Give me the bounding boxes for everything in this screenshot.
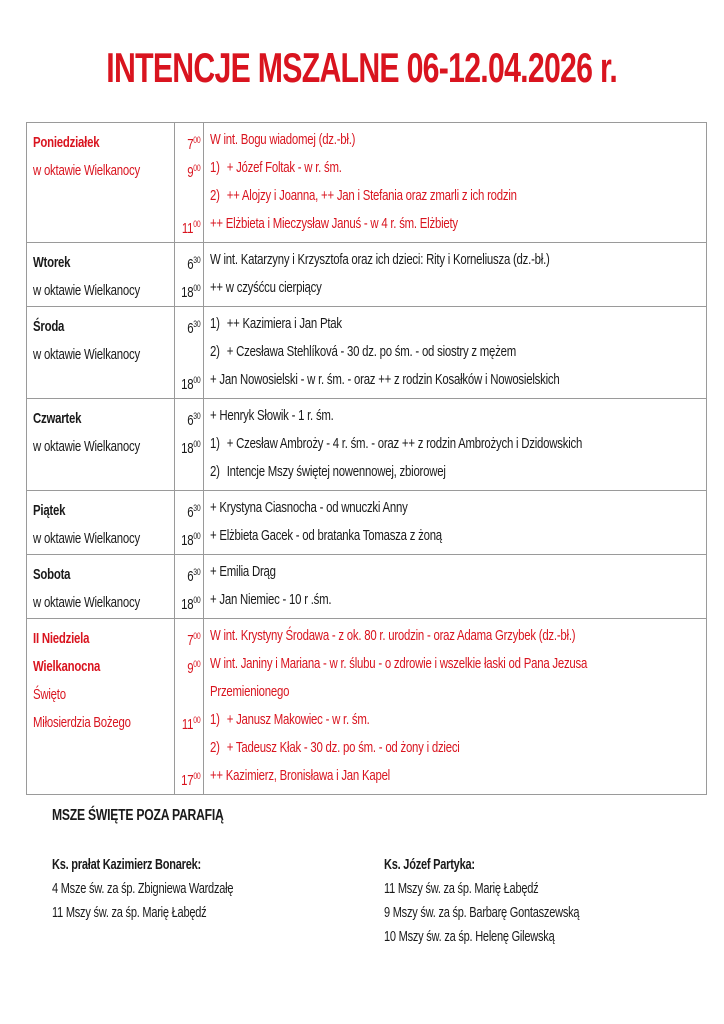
intention-line — [210, 126, 706, 154]
minutes: 30 — [193, 567, 201, 577]
intention-line — [210, 706, 706, 734]
intention-line — [210, 494, 706, 522]
hour: 18 — [180, 532, 194, 549]
intention-text — [210, 154, 342, 182]
intention-line — [210, 622, 706, 650]
intention-number: 2) — [210, 739, 220, 756]
intention: ++ Kazimierz, Bronisława i Jan Kapel — [210, 767, 391, 784]
day-row — [27, 619, 707, 795]
intention-text — [210, 558, 276, 586]
day-subtitle — [33, 589, 174, 617]
hour: 6 — [186, 256, 194, 273]
intention-number: 2) — [210, 463, 220, 480]
day-name — [33, 625, 174, 653]
intention: W int. Krystyny Środawa - z ok. 80 r. urodzin - oraz Adama Grzybek (dz.-bł.) — [210, 627, 576, 644]
intention-text — [210, 734, 460, 762]
minutes: 00 — [193, 715, 201, 725]
intention: + Krystyna Ciasnocha - od wnuczki Anny — [210, 499, 408, 516]
mass-time-text — [181, 366, 200, 399]
day-name — [33, 497, 174, 525]
hour: 18 — [180, 440, 194, 457]
intentions-cell — [204, 243, 707, 307]
mass-time — [175, 274, 204, 302]
day-row — [27, 307, 707, 399]
day-cell — [27, 307, 175, 399]
intention-text — [210, 678, 289, 706]
mass-time-text — [181, 430, 200, 463]
intention-line — [210, 402, 706, 430]
intention: W int. Katarzyny i Krzysztofa oraz ich dzieci: Rity i Korneliusza (dz.-bł.) — [210, 251, 550, 268]
day-name-text: II Niedziela — [33, 630, 90, 647]
mass-time-text — [187, 154, 200, 187]
day-subtitle-text: Święto — [33, 686, 66, 703]
intention-line — [210, 182, 706, 210]
intention-text — [210, 366, 559, 394]
mass-time-text — [181, 522, 200, 555]
intention-text — [210, 706, 370, 734]
intention-text — [210, 310, 342, 338]
mass-time — [175, 706, 204, 734]
day-name — [33, 405, 174, 433]
intention: + Emilia Drąg — [210, 563, 277, 580]
intentions-cell — [204, 399, 707, 491]
mass-time — [175, 366, 204, 394]
intention-text — [210, 126, 355, 154]
day-name — [33, 561, 174, 589]
day-name — [33, 129, 174, 157]
day-subtitle — [33, 157, 174, 185]
day-subtitle — [33, 341, 174, 369]
intentions-cell — [204, 555, 707, 619]
day-subtitle-text: w oktawie Wielkanocy — [33, 162, 140, 179]
minutes: 30 — [193, 503, 201, 513]
hour: 6 — [186, 568, 194, 585]
intention: ++ Kazimiera i Jan Ptak — [226, 315, 343, 332]
priest-item: 11 Mszy św. za śp. Marię Łabędź — [52, 905, 207, 921]
intention: + Tadeusz Kłak - 30 dz. po śm. - od żony i dzieci — [226, 739, 460, 756]
minutes: 00 — [193, 771, 201, 781]
intentions-cell — [204, 123, 707, 243]
intention: + Janusz Makowiec - w r. śm. — [226, 711, 370, 728]
day-row — [27, 491, 707, 555]
intention-text — [210, 246, 550, 274]
mass-time — [175, 586, 204, 614]
minutes: 00 — [193, 163, 201, 173]
intention-text — [210, 338, 516, 366]
hour: 18 — [180, 376, 194, 393]
day-name — [33, 653, 174, 681]
intention: + Jan Nowosielski - w r. śm. - oraz ++ z rodzin Kosałków i Nowosielskich — [210, 371, 560, 388]
day-row — [27, 555, 707, 619]
day-subtitle-text: w oktawie Wielkanocy — [33, 282, 140, 299]
outside-heading: MSZE ŚWIĘTE POZA PARAFIĄ — [52, 807, 224, 824]
intention-number: 2) — [210, 187, 220, 204]
hour: 18 — [180, 284, 194, 301]
intention-text — [210, 458, 446, 486]
intentions-table — [26, 122, 707, 795]
day-name-text: Środa — [33, 318, 65, 335]
page-title: INTENCJE MSZALNE 06-12.04.2026 r. — [106, 44, 618, 91]
intention-text — [210, 522, 442, 550]
minutes: 30 — [193, 255, 201, 265]
day-row — [27, 123, 707, 243]
mass-time — [175, 246, 204, 274]
day-cell — [27, 619, 175, 795]
intention-text — [210, 586, 331, 614]
hour: 11 — [181, 716, 194, 733]
intention-text — [210, 622, 575, 650]
minutes: 30 — [193, 319, 201, 329]
day-subtitle — [33, 525, 174, 553]
day-row — [27, 399, 707, 491]
hour: 9 — [186, 164, 194, 181]
mass-time-text — [182, 210, 201, 243]
intention-text — [210, 210, 458, 238]
intention-line — [210, 522, 706, 550]
intention-line — [210, 650, 706, 678]
intention-line — [210, 274, 706, 302]
minutes: 00 — [193, 659, 201, 669]
day-cell — [27, 399, 175, 491]
mass-time — [175, 210, 204, 238]
priest-name: Ks. Józef Partyka: — [384, 857, 475, 873]
intention: ++ Alojzy i Joanna, ++ Jan i Stefania oraz zmarli z ich rodzin — [226, 187, 518, 204]
priest-item: 10 Mszy św. za śp. Helenę Gilewską — [384, 929, 555, 945]
intention-line — [210, 678, 706, 706]
intention-line — [210, 734, 706, 762]
priest-name: Ks. prałat Kazimierz Bonarek: — [52, 857, 201, 873]
intention-line — [210, 246, 706, 274]
priest-block — [384, 853, 641, 949]
mass-time — [175, 430, 204, 458]
intention-number: 1) — [210, 315, 220, 332]
mass-time-text — [182, 706, 201, 739]
mass-time-text — [187, 310, 200, 343]
intention: + Henryk Słowik - 1 r. śm. — [210, 407, 334, 424]
intention-line — [210, 310, 706, 338]
time-cell — [174, 243, 204, 307]
mass-time-text — [181, 762, 200, 795]
intention: + Elżbieta Gacek - od bratanka Tomasza z żoną — [210, 527, 443, 544]
minutes: 00 — [193, 439, 201, 449]
day-name-text: Sobota — [33, 566, 71, 583]
intention-line — [210, 154, 706, 182]
day-subtitle-text: w oktawie Wielkanocy — [33, 594, 140, 611]
hour: 6 — [186, 504, 194, 521]
intentions-cell — [204, 619, 707, 795]
intention-line — [210, 458, 706, 486]
mass-time — [175, 154, 204, 182]
mass-time — [175, 494, 204, 522]
intention: + Józef Foltak - w r. śm. — [226, 159, 342, 176]
day-name-text: Wielkanocna — [33, 658, 101, 675]
day-cell — [27, 491, 175, 555]
priest-block — [52, 853, 290, 925]
hour: 7 — [186, 632, 194, 649]
day-subtitle-text: w oktawie Wielkanocy — [33, 438, 140, 455]
intention: ++ w czyśćcu cierpiący — [210, 279, 322, 296]
day-row — [27, 243, 707, 307]
day-subtitle — [33, 433, 174, 461]
intention: W int. Bogu wiadomej (dz.-bł.) — [210, 131, 356, 148]
day-name-text: Poniedziałek — [33, 134, 100, 151]
intention-line — [210, 210, 706, 238]
intention-line — [210, 558, 706, 586]
mass-time-text — [181, 274, 200, 307]
intention-line — [210, 338, 706, 366]
time-cell — [174, 619, 204, 795]
hour: 6 — [186, 320, 194, 337]
intentions-cell — [204, 307, 707, 399]
priest-item: 4 Msze św. za śp. Zbigniewa Wardzałę — [52, 881, 234, 897]
time-cell — [174, 491, 204, 555]
minutes: 00 — [193, 135, 201, 145]
hour: 11 — [181, 220, 194, 237]
intention: ++ Elżbieta i Mieczysław Januś - w 4 r. śm. Elżbiety — [210, 215, 459, 232]
minutes: 00 — [193, 531, 201, 541]
time-cell — [174, 307, 204, 399]
intention-text — [210, 402, 334, 430]
day-subtitle-text: Miłosierdzia Bożego — [33, 714, 131, 731]
hour: 7 — [186, 136, 194, 153]
day-subtitle — [33, 277, 174, 305]
intention-line — [210, 430, 706, 458]
intention-number: 1) — [210, 435, 220, 452]
mass-time — [175, 558, 204, 586]
intention: W int. Janiny i Mariana - w r. ślubu - o zdrowie i wszelkie łaski od Pana Jezusa — [210, 655, 588, 672]
intention: + Czesława Stehlíková - 30 dz. po śm. - od siostry z mężem — [226, 343, 517, 360]
day-cell — [27, 555, 175, 619]
intention-text — [210, 182, 517, 210]
intention-number: 1) — [210, 711, 220, 728]
day-name-text: Piątek — [33, 502, 66, 519]
day-subtitle — [33, 681, 174, 709]
day-name-text: Wtorek — [33, 254, 71, 271]
hour: 18 — [180, 596, 194, 613]
minutes: 30 — [193, 411, 201, 421]
hour: 17 — [180, 772, 194, 789]
mass-time-text — [181, 586, 200, 619]
day-subtitle — [33, 709, 174, 737]
minutes: 00 — [193, 375, 201, 385]
mass-time — [175, 310, 204, 338]
day-name-text: Czwartek — [33, 410, 82, 427]
minutes: 00 — [193, 631, 201, 641]
time-cell — [174, 399, 204, 491]
mass-time — [175, 622, 204, 650]
time-cell — [174, 555, 204, 619]
intention-line — [210, 762, 706, 790]
day-name — [33, 249, 174, 277]
mass-time — [175, 402, 204, 430]
priest-item: 9 Mszy św. za śp. Barbarę Gontaszewską — [384, 905, 580, 921]
intention: Intencje Mszy świętej nowennowej, zbiorowej — [226, 463, 446, 480]
time-cell — [174, 123, 204, 243]
hour: 6 — [186, 412, 194, 429]
day-subtitle-text: w oktawie Wielkanocy — [33, 346, 140, 363]
intention: Przemienionego — [210, 683, 290, 700]
minutes: 00 — [193, 219, 201, 229]
minutes: 00 — [193, 595, 201, 605]
minutes: 00 — [193, 283, 201, 293]
intention-text — [210, 274, 322, 302]
day-subtitle-text: w oktawie Wielkanocy — [33, 530, 140, 547]
day-cell — [27, 123, 175, 243]
day-cell — [27, 243, 175, 307]
mass-time — [175, 762, 204, 790]
day-name — [33, 313, 174, 341]
hour: 9 — [186, 660, 194, 677]
intention: + Jan Niemiec - 10 r .śm. — [210, 591, 332, 608]
mass-time-text — [187, 650, 200, 683]
intention-text — [210, 762, 390, 790]
intention-number: 2) — [210, 343, 220, 360]
intention-text — [210, 650, 587, 678]
priest-item: 11 Mszy św. za śp. Marię Łabędź — [384, 881, 539, 897]
mass-time — [175, 126, 204, 154]
intentions-cell — [204, 491, 707, 555]
intention-line — [210, 366, 706, 394]
intention-number: 1) — [210, 159, 220, 176]
mass-time — [175, 650, 204, 678]
intention: + Czesław Ambroży - 4 r. śm. - oraz ++ z rodzin Ambrożych i Dzidowskich — [226, 435, 583, 452]
intention-line — [210, 586, 706, 614]
mass-time — [175, 522, 204, 550]
intention-text — [210, 430, 582, 458]
intention-text — [210, 494, 408, 522]
